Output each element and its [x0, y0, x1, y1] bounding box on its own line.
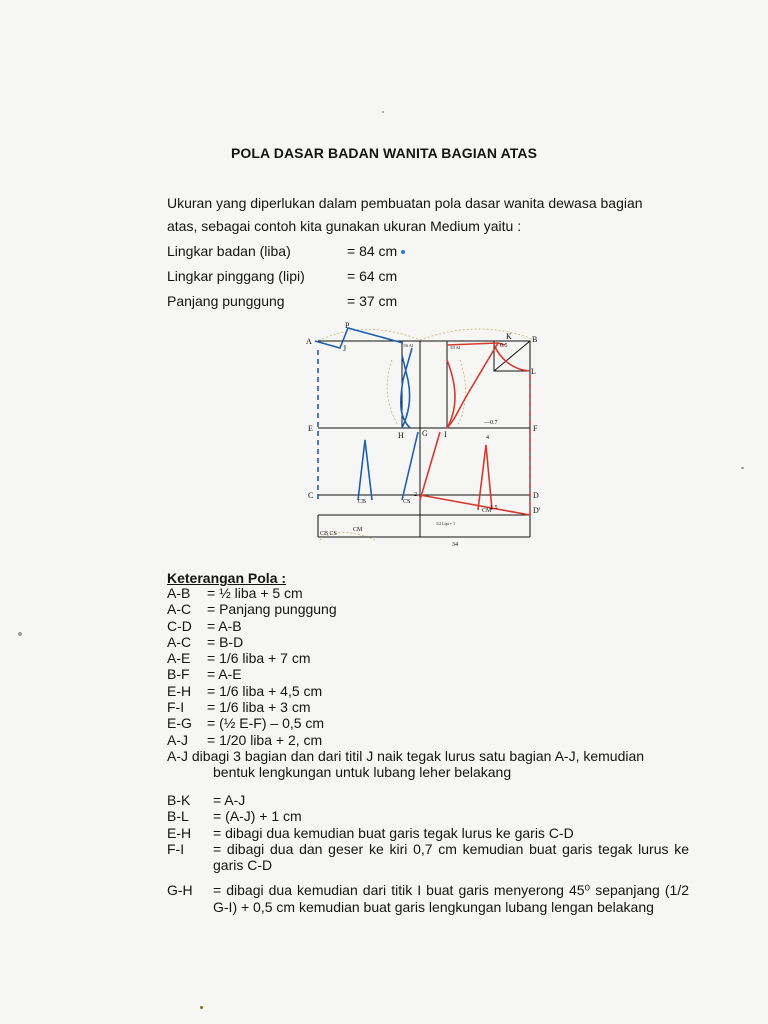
rule-row — [167, 585, 692, 601]
point-k: K — [506, 332, 512, 341]
back-side — [402, 432, 418, 500]
rule-key: B-F — [167, 666, 190, 683]
rule-value: = (½ E-F) – 0,5 cm — [207, 715, 325, 732]
rule-row — [167, 618, 692, 634]
rule-key: F-I — [167, 699, 185, 716]
rule-value: = 1/6 liba + 4,5 cm — [207, 682, 323, 699]
rule-key: A-C — [167, 601, 192, 618]
back-pattern — [315, 328, 418, 500]
point-l: L — [531, 367, 536, 376]
scan-speck — [200, 1006, 203, 1009]
rule-value: = ½ liba + 5 cm — [207, 585, 303, 601]
measurement-value: = 64 cm — [347, 268, 398, 284]
measurement-row — [167, 239, 405, 264]
rule-key: E-H — [167, 824, 192, 841]
rule-value: = 1/6 liba + 3 cm — [207, 699, 311, 716]
measurement-row — [167, 264, 405, 289]
rule-key: B-L — [167, 808, 189, 825]
intro-line: atas, sebagai contoh kita gunakan ukuran Medium yaitu : — [167, 218, 522, 234]
rule-value: = A-E — [207, 666, 242, 683]
label-k-half: 0.5 — [500, 343, 508, 349]
rule-key: A-J — [167, 731, 188, 748]
rule-row — [167, 666, 692, 682]
rule-value: = A-J — [213, 792, 246, 808]
label-neg07: —0.7 — [484, 420, 498, 426]
rule-row — [167, 650, 692, 666]
keterangan-heading: Keterangan Pola : — [167, 570, 287, 586]
aj-note-line1: A-J dibagi 3 bagian dan dari titil J naik tegak lurus satu bagian A-J, kemudian — [167, 747, 645, 764]
point-c: C — [308, 491, 314, 500]
point-g: G — [422, 429, 428, 438]
page-title: POLA DASAR BADAN WANITA BAGIAN ATAS — [230, 145, 538, 161]
measurement-label: Lingkar pinggang (lipi) — [167, 268, 305, 284]
intro-line: Ukuran yang diperlukan dalam pembuatan pola dasar wanita dewasa bagian — [167, 195, 643, 211]
measurement-value: = 84 cm — [347, 243, 398, 259]
rules-list — [167, 585, 692, 781]
rule-row — [167, 683, 692, 699]
rule-key: B-K — [167, 792, 191, 808]
measurement-label: Panjang punggung — [167, 293, 285, 309]
blue-dot — [401, 250, 405, 254]
point-b: B — [532, 335, 538, 344]
aj-note — [167, 748, 692, 764]
rule-row — [167, 825, 689, 841]
label-cb: CB — [358, 499, 367, 505]
spacer — [167, 873, 689, 882]
intro-paragraph — [167, 192, 687, 238]
point-j: J — [343, 344, 347, 353]
rule-value: = A-B — [207, 617, 242, 634]
front-cd — [420, 495, 530, 515]
front-side — [420, 432, 440, 500]
aj-note-line2: bentuk lengkungan untuk lubang leher belakang — [213, 764, 512, 781]
rule-value: = (A-J) + 1 cm — [213, 808, 302, 825]
rule-value: = 1/20 liba + 2, cm — [207, 731, 323, 748]
rule-row — [167, 882, 689, 915]
rule-row — [167, 792, 689, 808]
point-f: F — [533, 424, 538, 433]
label-cm-bottom: CM — [353, 527, 363, 533]
diagram-labels — [306, 321, 541, 548]
rule-row — [167, 715, 692, 731]
point-a: A — [306, 337, 312, 346]
rule-value: = B-D — [207, 633, 244, 650]
label-thirtyfour: 34 — [452, 542, 458, 548]
measurement-row — [167, 289, 405, 314]
front-pattern — [420, 343, 530, 515]
scan-speck — [18, 632, 22, 636]
point-h: H — [398, 431, 404, 440]
rule-value: = dibagi dua kemudian buat garis tegak lurus ke garis C-D — [213, 824, 574, 841]
label-cbcs: CB CS — [320, 531, 337, 537]
label-onefive: 1.5 — [490, 505, 498, 511]
label-four: 4 — [486, 435, 489, 441]
rule-value: = dibagi dua kemudian dari titik I buat garis menyerong 45⁰ sepanjang (1/2 G-I) + 0,5 cm kemudian buat garis lengkungan lubang lengan belakang — [213, 882, 689, 915]
point-p: P — [345, 321, 350, 330]
label-cm: CM — [482, 508, 492, 514]
rule-row — [167, 841, 689, 874]
measurement-label: Lingkar badan (liba) — [167, 243, 291, 259]
rule-value: = Panjang punggung — [207, 601, 337, 618]
label-fifth-aj: 3/5 AJ — [450, 345, 461, 350]
point-d: D — [533, 491, 539, 500]
rule-row — [167, 732, 692, 748]
rule-key: E-H — [167, 682, 192, 699]
pattern-frame — [318, 341, 530, 537]
rule-value: = dibagi dua dan geser ke kiri 0,7 cm kemudian buat garis tegak lurus ke garis C-D — [213, 840, 689, 874]
measurement-list — [167, 239, 405, 314]
label-sixth-aj: 1/6 AJ — [403, 343, 414, 348]
rule-key: A-E — [167, 650, 191, 667]
rule-value: = 1/6 liba + 7 cm — [207, 650, 311, 667]
scan-speck — [741, 467, 744, 469]
rules-list-2 — [167, 792, 689, 915]
rule-row — [167, 634, 692, 650]
rule-key: A-B — [167, 585, 191, 601]
point-e: E — [308, 424, 313, 433]
back-dart — [358, 440, 372, 500]
rule-key: F-I — [167, 840, 185, 857]
aj-note-cont — [167, 764, 692, 780]
scan-speck — [382, 111, 384, 113]
rule-key: E-G — [167, 715, 192, 732]
rule-row — [167, 699, 692, 715]
point-i: I — [444, 430, 447, 439]
point-d2: D' — [533, 506, 541, 515]
rule-key: A-C — [167, 633, 192, 650]
front-dart — [478, 445, 492, 510]
label-lipi: 1/2 Lipi + 1 — [436, 521, 456, 526]
label-cs: CS — [403, 499, 411, 505]
rule-row — [167, 601, 692, 617]
rule-key: C-D — [167, 617, 192, 634]
pattern-diagram — [300, 318, 560, 550]
rule-row — [167, 808, 689, 824]
rule-key: G-H — [167, 882, 193, 899]
measurement-value: = 37 cm — [347, 293, 398, 309]
label-two: 2 — [414, 492, 417, 498]
